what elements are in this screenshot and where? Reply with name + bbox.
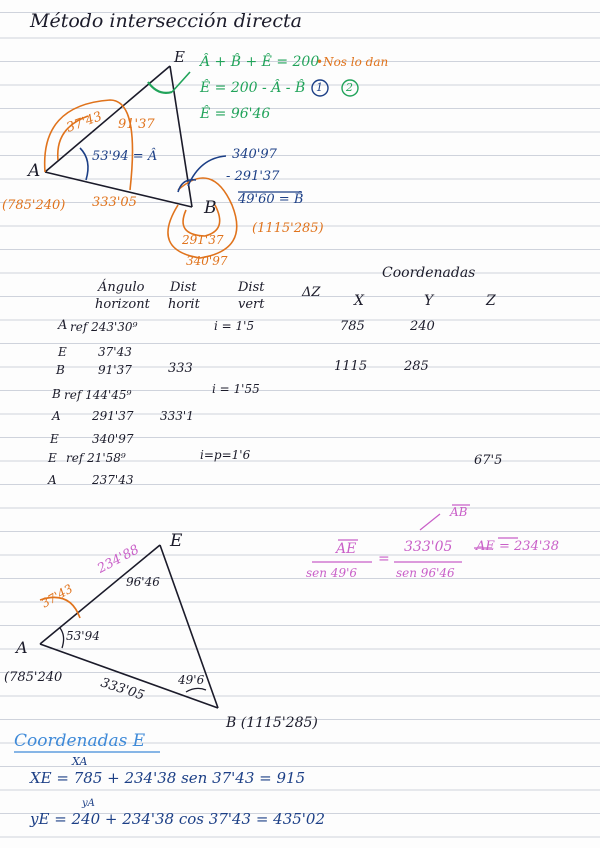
row2-angle: 37'43: [98, 345, 132, 359]
row5-angle: 291'37: [92, 409, 134, 423]
header-coordinates: Coordenadas: [382, 265, 476, 281]
row3-station: B: [56, 363, 65, 377]
sine-den-1: sen 49'6: [306, 566, 358, 580]
header-dz: ΔZ: [302, 285, 321, 300]
green-arc: [148, 82, 172, 93]
row8-angle: 237'43: [92, 473, 134, 487]
fig2-angle-b: 49'6: [178, 673, 205, 687]
fig2-side-ab: 333'05: [98, 675, 147, 704]
row3-x: 1115: [334, 359, 368, 374]
row7-angle: ref 21'58⁹: [66, 451, 126, 465]
header-y: Y: [424, 293, 434, 309]
coords-ye-eq: yE = 240 + 234'38 cos 37'43 = 435'02: [30, 810, 326, 828]
sine-ab-note: AB: [450, 505, 468, 519]
fig1-angle-291b: 291'37: [182, 233, 224, 247]
header-dist-h: Dist: [170, 280, 197, 295]
row1-station: A: [58, 318, 68, 333]
circle-1-label: 1: [316, 81, 323, 94]
angle-e-value: Ê = 96'46: [200, 106, 271, 122]
header-angle: Ángulo: [98, 280, 145, 295]
row7-z: 67'5: [474, 453, 503, 468]
sine-num-1: AE: [336, 541, 357, 557]
row3-dist: 333: [168, 361, 193, 376]
row7-height: i=p=1'6: [200, 448, 251, 462]
fig2-angle-a: 53'94: [66, 629, 100, 643]
fig2-angle-234: 234'88: [95, 542, 142, 577]
given-note: •Nos lo dan: [316, 55, 389, 69]
fig1-coord-b: (1115'285): [252, 221, 324, 236]
row3-angle: 91'37: [98, 363, 132, 377]
header-angle-2: horizont: [95, 297, 150, 312]
sine-num-2: 333'05: [404, 539, 453, 555]
row1-x: 785: [340, 319, 365, 334]
coords-xa-label: XA: [72, 755, 88, 768]
fig1-angle-91: 91'37: [118, 117, 155, 132]
fig1-coord-a: (785'240): [2, 198, 66, 213]
sine-equals: =: [378, 551, 390, 567]
fig1-angle-a: 53'94 = Â: [92, 149, 158, 164]
fig2-point-a: A: [16, 638, 28, 657]
fig1-angle-340b: 340'97: [186, 254, 228, 268]
row4-angle: ref 144'45⁹: [64, 388, 132, 402]
angle-e-eq: Ê = 200 - Â - B̂: [200, 80, 306, 96]
fig1-angle-37: 37'43: [64, 109, 105, 136]
fig2-angle-e: 96'46: [126, 575, 160, 589]
coords-xe-eq: XE = 785 + 234'38 sen 37'43 = 915: [30, 769, 306, 787]
circle-2-label: 2: [346, 81, 353, 94]
row4-height: i = 1'55: [212, 382, 260, 396]
fig2-angle-37: 37'43: [38, 581, 76, 611]
page-title: Método intersección directa: [30, 10, 302, 32]
header-dist-v: Dist: [238, 280, 265, 295]
fig1-point-a: A: [28, 161, 41, 181]
row8-station: A: [48, 473, 57, 487]
fig2-point-e: E: [170, 531, 183, 551]
row3-y: 285: [404, 359, 429, 374]
angle-sum-eq: Â + B̂ + Ê = 200: [200, 54, 320, 70]
header-z: Z: [486, 293, 496, 309]
fig1-angle-291: - 291'37: [226, 169, 280, 184]
row6-station: E: [50, 432, 59, 446]
header-dist-v-2: vert: [238, 297, 265, 312]
coords-title: Coordenadas E: [14, 731, 146, 751]
row5-station: A: [52, 409, 61, 423]
fig1-angle-333: 333'05: [92, 195, 137, 210]
sine-den-2: sen 96'46: [396, 566, 455, 580]
row1-y: 240: [410, 319, 435, 334]
header-dist-h-2: horit: [168, 297, 200, 312]
coords-ya-label: yA: [82, 798, 95, 809]
triangle-1: [45, 66, 192, 210]
row6-angle: 340'97: [92, 432, 134, 446]
row1-angle: ref 243'30⁹: [70, 320, 138, 334]
fig1-angle-340: 340'97: [232, 147, 277, 162]
row7-station: E: [48, 451, 57, 465]
fig1-point-b: B: [204, 198, 217, 218]
fig1-angle-b: 49'60 = B̂: [238, 192, 304, 207]
row4-station: B: [52, 387, 61, 401]
sine-result: AE = 234'38: [476, 539, 559, 554]
row5-dist: 333'1: [160, 409, 194, 423]
row1-height: i = 1'5: [214, 319, 255, 333]
header-x: X: [354, 293, 364, 309]
fig2-coord-a: (785'240: [4, 670, 63, 685]
fig2-point-b: B (1115'285): [226, 715, 318, 731]
fig1-point-e: E: [174, 48, 185, 66]
row2-station: E: [58, 345, 67, 359]
